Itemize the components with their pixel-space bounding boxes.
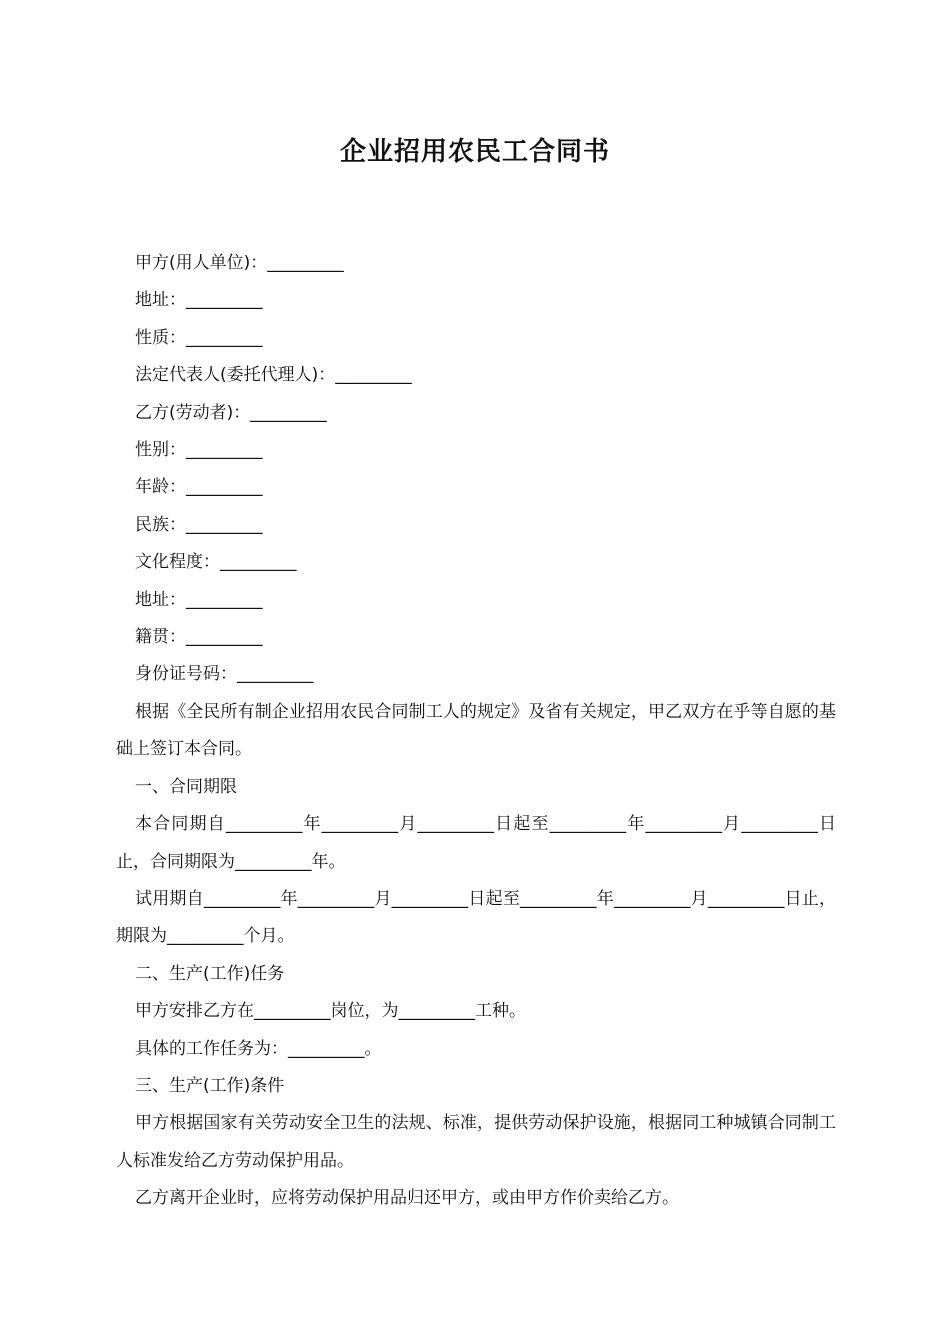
task-description-paragraph: 具体的工作任务为：_________。 — [135, 1038, 382, 1059]
party-b-field: 乙方(劳动者)：_________ — [135, 402, 327, 423]
ethnicity-field: 民族：_________ — [135, 514, 263, 535]
id-number-field: 身份证号码：_________ — [135, 664, 314, 685]
document-title: 企业招用农民工合同书 — [339, 137, 610, 167]
legal-representative-field: 法定代表人(委托代理人)：_________ — [135, 365, 412, 386]
contract-term-paragraph: 本合同期自_________年_________月_________日起至_________年_________月_________日止，合同期限为_________年。 — [116, 814, 836, 872]
preamble-paragraph: 根据《全民所有制企业招用农民合同制工人的规定》及省有关规定，甲乙双方在乎等自愿的基础上签订本合同。 — [116, 701, 836, 760]
party-a-nature-field: 性质：_________ — [135, 327, 263, 348]
section-heading-term: 一、合同期限 — [135, 776, 237, 797]
education-field: 文化程度：_________ — [135, 552, 297, 573]
section-heading-conditions: 三、生产(工作)条件 — [135, 1075, 285, 1096]
party-a-field: 甲方(用人单位)：_________ — [135, 253, 344, 273]
gender-field: 性别：_________ — [135, 440, 263, 461]
party-b-address-field: 地址：_________ — [135, 589, 263, 610]
native-place-field: 籍贯：_________ — [135, 627, 263, 648]
party-a-address-field: 地址：_________ — [135, 290, 263, 311]
age-field: 年龄：_________ — [135, 477, 263, 498]
position-paragraph: 甲方安排乙方在_________岗位，为_________工种。 — [135, 1001, 526, 1022]
safety-paragraph: 甲方根据国家有关劳动安全卫生的法规、标准，提供劳动保护设施，根据同工种城镇合同制工人标准发给乙方劳动保护用品。 — [116, 1113, 836, 1171]
document-body — [116, 245, 836, 1218]
section-heading-tasks: 二、生产(工作)任务 — [135, 963, 285, 984]
equipment-return-paragraph: 乙方离开企业时，应将劳动保护用品归还甲方，或由甲方作价卖给乙方。 — [135, 1188, 679, 1209]
probation-paragraph: 试用期自_________年_________月_________日起至_________年_________月_________日止，期限为_________个月。 — [116, 888, 836, 947]
